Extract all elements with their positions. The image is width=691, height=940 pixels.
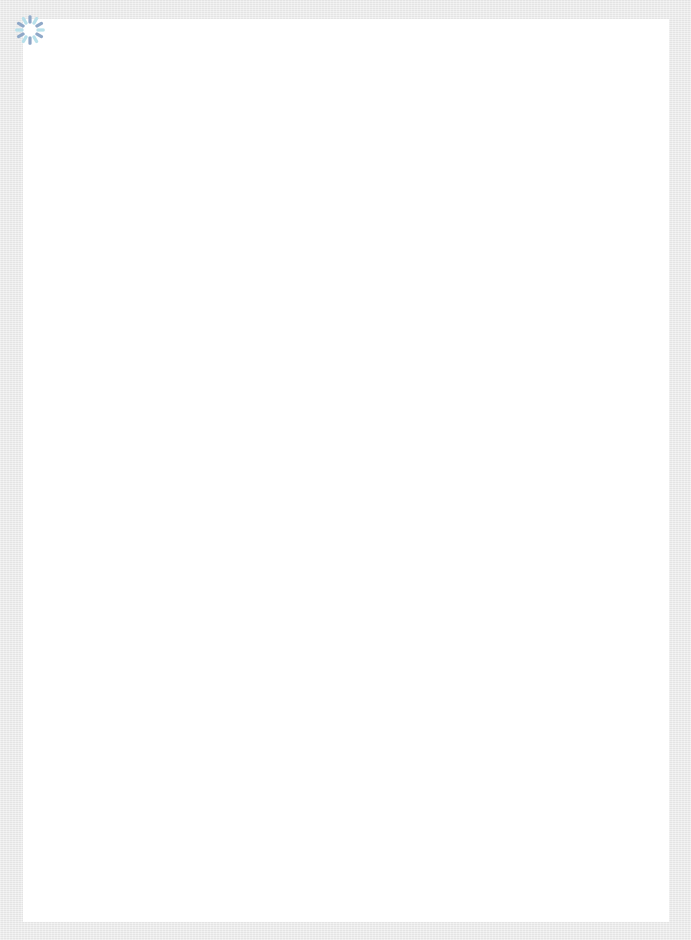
document-page-sheet [23,19,669,922]
loading-spinner-icon [13,13,47,47]
